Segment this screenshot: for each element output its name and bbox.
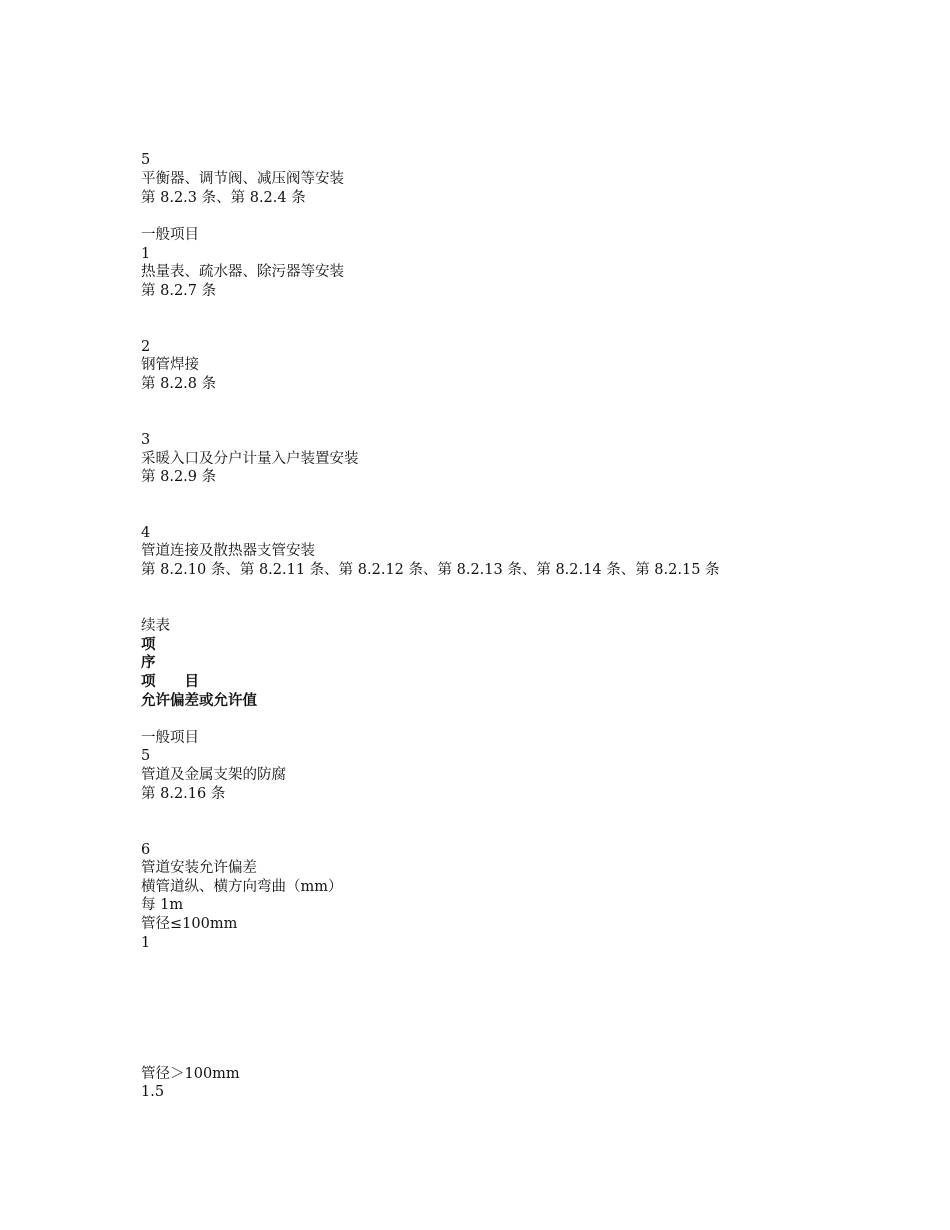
clause-8-2-8: 第 8.2.8 条 bbox=[141, 376, 217, 392]
item-heating-entrance: 采暖入口及分户计量入户装置安装 bbox=[141, 451, 359, 467]
row-number-1: 1 bbox=[141, 246, 151, 262]
header-seq: 序 bbox=[141, 655, 156, 671]
header-item: 项 bbox=[141, 637, 156, 653]
clause-8-2-9: 第 8.2.9 条 bbox=[141, 469, 217, 485]
item-heat-meter: 热量表、疏水器、除污器等安装 bbox=[141, 264, 344, 280]
item-pipe-install-tolerance: 管道安装允许偏差 bbox=[141, 860, 257, 876]
sub-item-pipe-bending: 横管道纵、横方向弯曲（mm） bbox=[141, 879, 343, 895]
diameter-large-value: 1.5 bbox=[141, 1084, 165, 1100]
per-meter-label: 每 1m bbox=[141, 897, 184, 913]
header-project: 项 目 bbox=[141, 674, 199, 690]
row-number-5: 5 bbox=[141, 152, 151, 168]
item-balancer-valves: 平衡器、调节阀、减压阀等安装 bbox=[141, 171, 344, 187]
row-number-5b: 5 bbox=[141, 748, 151, 764]
item-steel-pipe-welding: 钢管焊接 bbox=[141, 357, 199, 373]
clause-8-2-7: 第 8.2.7 条 bbox=[141, 283, 217, 299]
item-pipe-connection: 管道连接及散热器支管安装 bbox=[141, 543, 315, 559]
diameter-small-label: 管径≤100mm bbox=[141, 916, 238, 932]
clause-8-2-16: 第 8.2.16 条 bbox=[141, 786, 226, 802]
section-general-items: 一般项目 bbox=[141, 227, 199, 243]
continued-table-title: 续表 bbox=[141, 618, 170, 634]
item-anticorrosion: 管道及金属支架的防腐 bbox=[141, 767, 286, 783]
row-number-6: 6 bbox=[141, 842, 151, 858]
section-general-items-2: 一般项目 bbox=[141, 730, 199, 746]
row-number-2: 2 bbox=[141, 339, 151, 355]
diameter-large-label: 管径＞100mm bbox=[141, 1066, 240, 1082]
clause-8-2-10-to-8-2-15: 第 8.2.10 条、第 8.2.11 条、第 8.2.12 条、第 8.2.13 条、第 8.2.14 条、第 8.2.15 条 bbox=[141, 562, 720, 578]
diameter-small-value: 1 bbox=[141, 935, 151, 951]
clause-8-2-3-8-2-4: 第 8.2.3 条、第 8.2.4 条 bbox=[141, 190, 306, 206]
row-number-3: 3 bbox=[141, 432, 151, 448]
header-tolerance: 允许偏差或允许值 bbox=[141, 693, 257, 709]
row-number-4: 4 bbox=[141, 525, 151, 541]
